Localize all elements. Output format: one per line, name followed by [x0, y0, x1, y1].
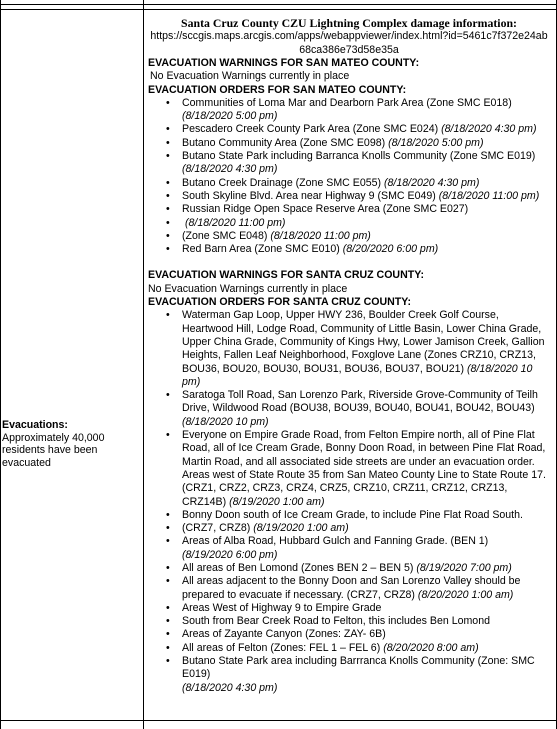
evacuations-cell [2, 419, 132, 469]
list-item: • Areas West of Highway 9 to Empire Grade [166, 601, 382, 614]
santa-cruz-warnings-text: No Evacuation Warnings currently in place [148, 282, 348, 295]
table-left-border [0, 0, 1, 729]
info-cell [148, 16, 550, 695]
list-item: • Butano Community Area (Zone SMC E098) (8/18/2020 5:00 pm) [166, 136, 484, 149]
table-bottom-border [0, 720, 557, 721]
list-item: • Red Barn Area (Zone SMC E010) (8/20/2020 6:00 pm) [166, 243, 439, 256]
santa-cruz-warnings-heading: EVACUATION WARNINGS FOR SANTA CRUZ COUNTY: [148, 269, 425, 282]
list-item: • Butano Creek Drainage (Zone SMC E055) (8/18/2020 4:30 pm) [166, 176, 480, 189]
list-item: • Butano State Park area including Barrranca Knolls Community (Zone: SMC E019) (8/18/2020 4:30 pm) [166, 655, 535, 694]
evacuations-label: Evacuations: [2, 419, 68, 431]
list-item: • Saratoga Toll Road, San Lorenzo Park, Riverside Grove-Community of Teilh Drive, Wildwood Road (BOU38, BOU39, BOU40, BOU41, BOU42, BOU43) (8/18/2020 10 pm) [166, 389, 538, 428]
list-item: • Pescadero Creek County Park Area (Zone SMC E024) (8/18/2020 4:30 pm) [166, 123, 537, 136]
san-mateo-warnings-text: No Evacuation Warnings currently in place [150, 70, 350, 83]
list-item: • Communities of Loma Mar and Dearborn Park Area (Zone SMC E018) (8/18/2020 5:00 pm) [166, 96, 512, 123]
santa-cruz-orders-heading: EVACUATION ORDERS FOR SANTA CRUZ COUNTY: [148, 296, 412, 309]
list-item: • Areas of Alba Road, Hubbard Gulch and Fanning Grade. (BEN 1) (8/19/2020 6:00 pm) [166, 535, 489, 561]
list-item: • All areas adjacent to the Bonny Doon and San Lorenzo Valley should be prepared to evacuate if necessary. (CRZ7, CRZ8) (8/20/2020 1:00 am) [166, 575, 521, 601]
list-item: • (Zone SMC E048) (8/18/2020 11:00 pm) [166, 229, 371, 242]
list-item: • (8/18/2020 11:00 pm) [166, 216, 286, 229]
table-top-border [0, 4, 557, 5]
list-item: • Waterman Gap Loop, Upper HWY 236, Boulder Creek Golf Course, Heartwood Hill, Lodge Road, Community of Little Basin, Lower China Grade, Upper China Grade, Community of Kings Hwy, Lower Jamison Creek, Gallion Heights, Fallen Leaf Neighborhood, Foxglove Lane (Zones CRZ10, CRZ13, BOU36, BOU20, BOU30, BOU31, BOU36, BOU37, BOU21) (8/18/2020 10 pm) [166, 309, 545, 388]
list-item: • Russian Ridge Open Space Reserve Area (Zone SMC E027) [166, 203, 469, 216]
list-item: • South Skyline Blvd. Area near Highway 9 (SMC E049) (8/18/2020 11:00 pm) [166, 189, 540, 202]
list-item: • (CRZ7, CRZ8) (8/19/2020 1:00 am) [166, 522, 349, 535]
san-mateo-orders-heading: EVACUATION ORDERS FOR SAN MATEO COUNTY: [148, 83, 407, 96]
info-title: Santa Cruz County CZU Lightning Complex damage information: [181, 16, 517, 30]
list-item: • All areas of Ben Lomond (Zones BEN 2 – BEN 5) (8/19/2020 7:00 pm) [166, 561, 512, 574]
info-link[interactable]: https://sccgis.maps.arcgis.com/apps/webappviewer/index.html?id=5461c7f372e24ab 68ca386e73d58e35a [150, 30, 548, 56]
list-item: • Butano State Park including Barranca Knolls Community (Zone SMC E019) (8/18/2020 4:30 pm) [166, 150, 536, 176]
san-mateo-warnings-heading: EVACUATION WARNINGS FOR SAN MATEO COUNTY: [148, 57, 420, 69]
section-spacer [148, 256, 550, 269]
santa-cruz-orders-list [148, 309, 550, 695]
evacuations-note: Approximately 40,000 residents have been evacuated [2, 431, 105, 469]
table-column-divider [143, 0, 144, 729]
list-item: • All areas of Felton (Zones: FEL 1 – FEL 6) (8/20/2020 8:00 am) [166, 641, 479, 654]
san-mateo-orders-list [148, 97, 550, 257]
table-row-border [0, 9, 557, 10]
list-item: • Bonny Doon south of Ice Cream Grade, to include Pine Flat Road South. [166, 508, 523, 521]
list-item: • Everyone on Empire Grade Road, from Felton Empire north, all of Pine Flat Road, all of Ice Cream Grade, Bonny Doon Road, in between Pine Flat Road, Martin Road, and all associated side streets are under an evacuation order. Areas west of State Route 35 from San Mateo County Line to State Route 17. (CRZ1, CRZ2, CRZ3, CRZ4, CRZ5, CRZ10, CRZ11, CRZ12, CRZ13, CRZ14B) (8/19/2020 1:00 am) [166, 429, 546, 508]
list-item: • Areas of Zayante Canyon (Zones: ZAY- 6B) [166, 628, 386, 641]
list-item: • South from Bear Creek Road to Felton, this includes Ben Lomond [166, 615, 490, 628]
